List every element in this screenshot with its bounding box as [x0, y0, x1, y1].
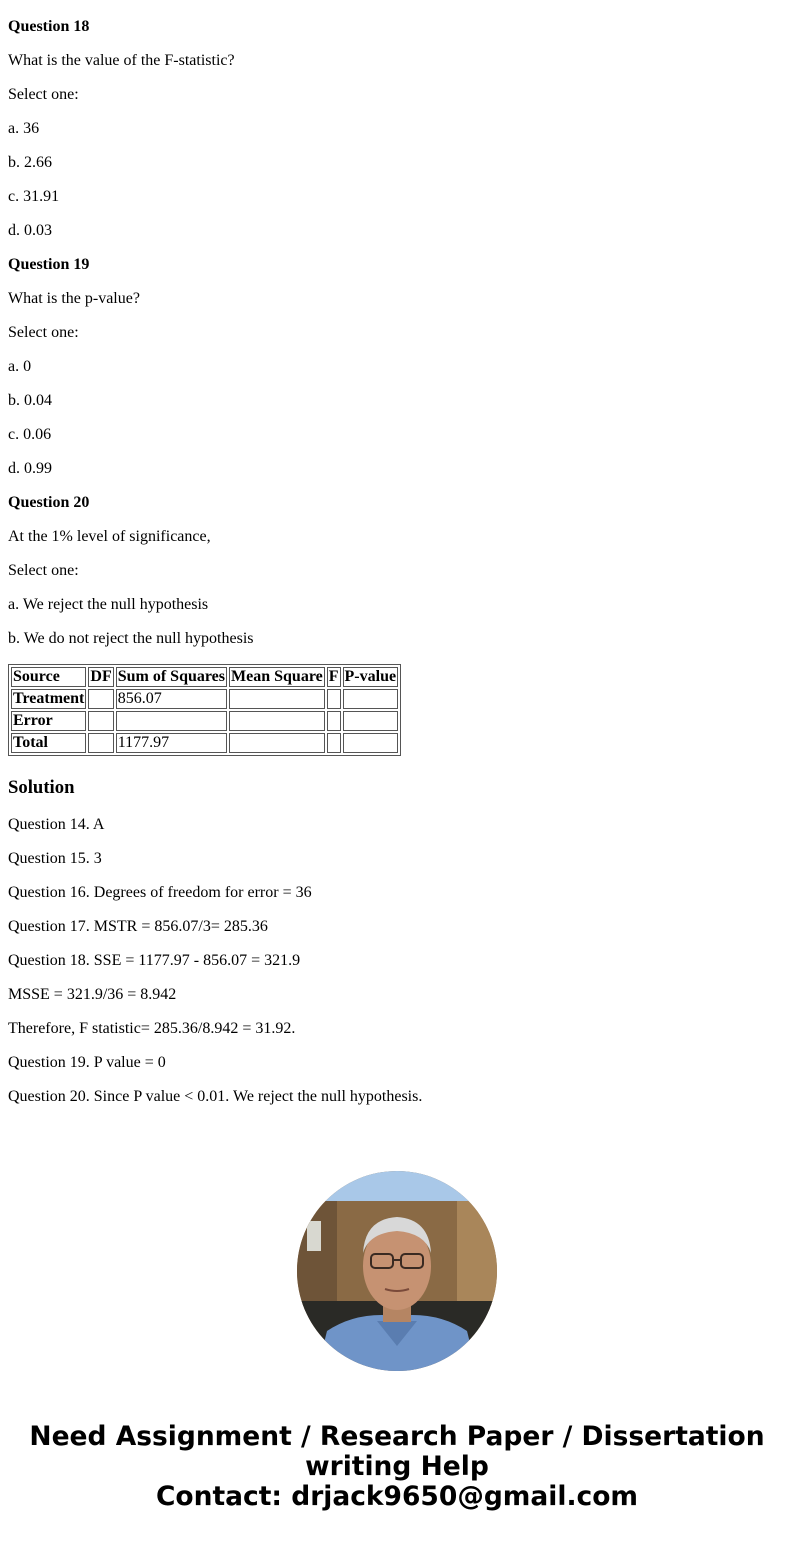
- cell-p-value: [343, 733, 399, 753]
- cell-df: [88, 689, 113, 709]
- row-source: Treatment: [13, 690, 85, 707]
- question-title: Question 18: [8, 18, 90, 35]
- question-prompt: What is the p-value?: [8, 290, 140, 307]
- solution-line: Question 20. Since P value < 0.01. We reject the null hypothesis.: [8, 1088, 423, 1105]
- option-c: c. 31.91: [8, 188, 60, 205]
- table-row: [11, 711, 398, 731]
- solution-line: Question 16. Degrees of freedom for error = 36: [8, 884, 312, 901]
- select-label: Select one:: [8, 562, 79, 579]
- header-f: F: [328, 668, 339, 685]
- select-label: Select one:: [8, 86, 79, 103]
- table-header-row: [11, 667, 398, 687]
- option-a: a. We reject the null hypothesis: [8, 596, 209, 613]
- option-d: d. 0.03: [8, 222, 52, 239]
- option-b: b. 2.66: [8, 154, 52, 171]
- cell-f: [327, 711, 341, 731]
- solution-line: Question 14. A: [8, 816, 105, 833]
- solution-line: Question 17. MSTR = 856.07/3= 285.36: [8, 918, 268, 935]
- question-title: Question 20: [8, 494, 90, 511]
- question-block-20: [8, 494, 786, 648]
- table-row: [11, 733, 398, 753]
- cell-df: [88, 733, 113, 753]
- cell-df: [88, 711, 113, 731]
- row-source: Error: [11, 711, 86, 731]
- question-prompt: What is the value of the F-statistic?: [8, 52, 235, 69]
- solution-line: Therefore, F statistic= 285.36/8.942 = 31.92.: [8, 1020, 296, 1037]
- header-mean-square: Mean Square: [231, 668, 323, 685]
- header-p-value: P-value: [344, 668, 397, 685]
- promo-line-2: writing Help: [305, 1451, 489, 1482]
- promo-line-1: Need Assignment / Research Paper / Dissertation: [29, 1421, 765, 1452]
- question-block-19: [8, 256, 786, 478]
- row-source: Total: [11, 733, 86, 753]
- cell-mean-square: [229, 733, 325, 753]
- solution-line: MSSE = 321.9/36 = 8.942: [8, 986, 177, 1003]
- cell-mean-square: [229, 711, 325, 731]
- solution-line: Question 15. 3: [8, 850, 102, 867]
- option-d: d. 0.99: [8, 460, 52, 477]
- solution-section: [8, 777, 786, 1106]
- option-b: b. We do not reject the null hypothesis: [8, 630, 254, 647]
- cell-f: [327, 689, 341, 709]
- cell-mean-square: [229, 689, 325, 709]
- promo-contact: Contact: drjack9650@gmail.com: [155, 1481, 639, 1512]
- header-source: Source: [11, 667, 86, 687]
- header-sum-of-squares: Sum of Squares: [117, 668, 226, 685]
- solution-heading: Solution: [8, 777, 75, 798]
- header-df: DF: [90, 668, 112, 685]
- cell-p-value: [343, 689, 399, 709]
- anova-table: [8, 664, 401, 756]
- solution-line: Question 19. P value = 0: [8, 1054, 166, 1071]
- question-block-18: [8, 18, 786, 240]
- table-row: [11, 689, 398, 709]
- question-prompt: At the 1% level of significance,: [8, 528, 211, 545]
- option-c: c. 0.06: [8, 426, 52, 443]
- cell-sum-of-squares: 856.07: [116, 689, 227, 709]
- cell-f: [327, 733, 341, 753]
- question-title: Question 19: [8, 256, 90, 273]
- cell-sum-of-squares: [116, 711, 227, 731]
- cell-sum-of-squares: 1177.97: [116, 733, 227, 753]
- select-label: Select one:: [8, 324, 79, 341]
- avatar-portrait-icon: [297, 1171, 497, 1371]
- cell-p-value: [343, 711, 399, 731]
- avatar: [297, 1171, 497, 1371]
- promo-banner: [0, 1422, 794, 1512]
- option-b: b. 0.04: [8, 392, 52, 409]
- solution-line: Question 18. SSE = 1177.97 - 856.07 = 321.9: [8, 952, 301, 969]
- option-a: a. 0: [8, 358, 32, 375]
- option-a: a. 36: [8, 120, 40, 137]
- page-content: [0, 18, 794, 1106]
